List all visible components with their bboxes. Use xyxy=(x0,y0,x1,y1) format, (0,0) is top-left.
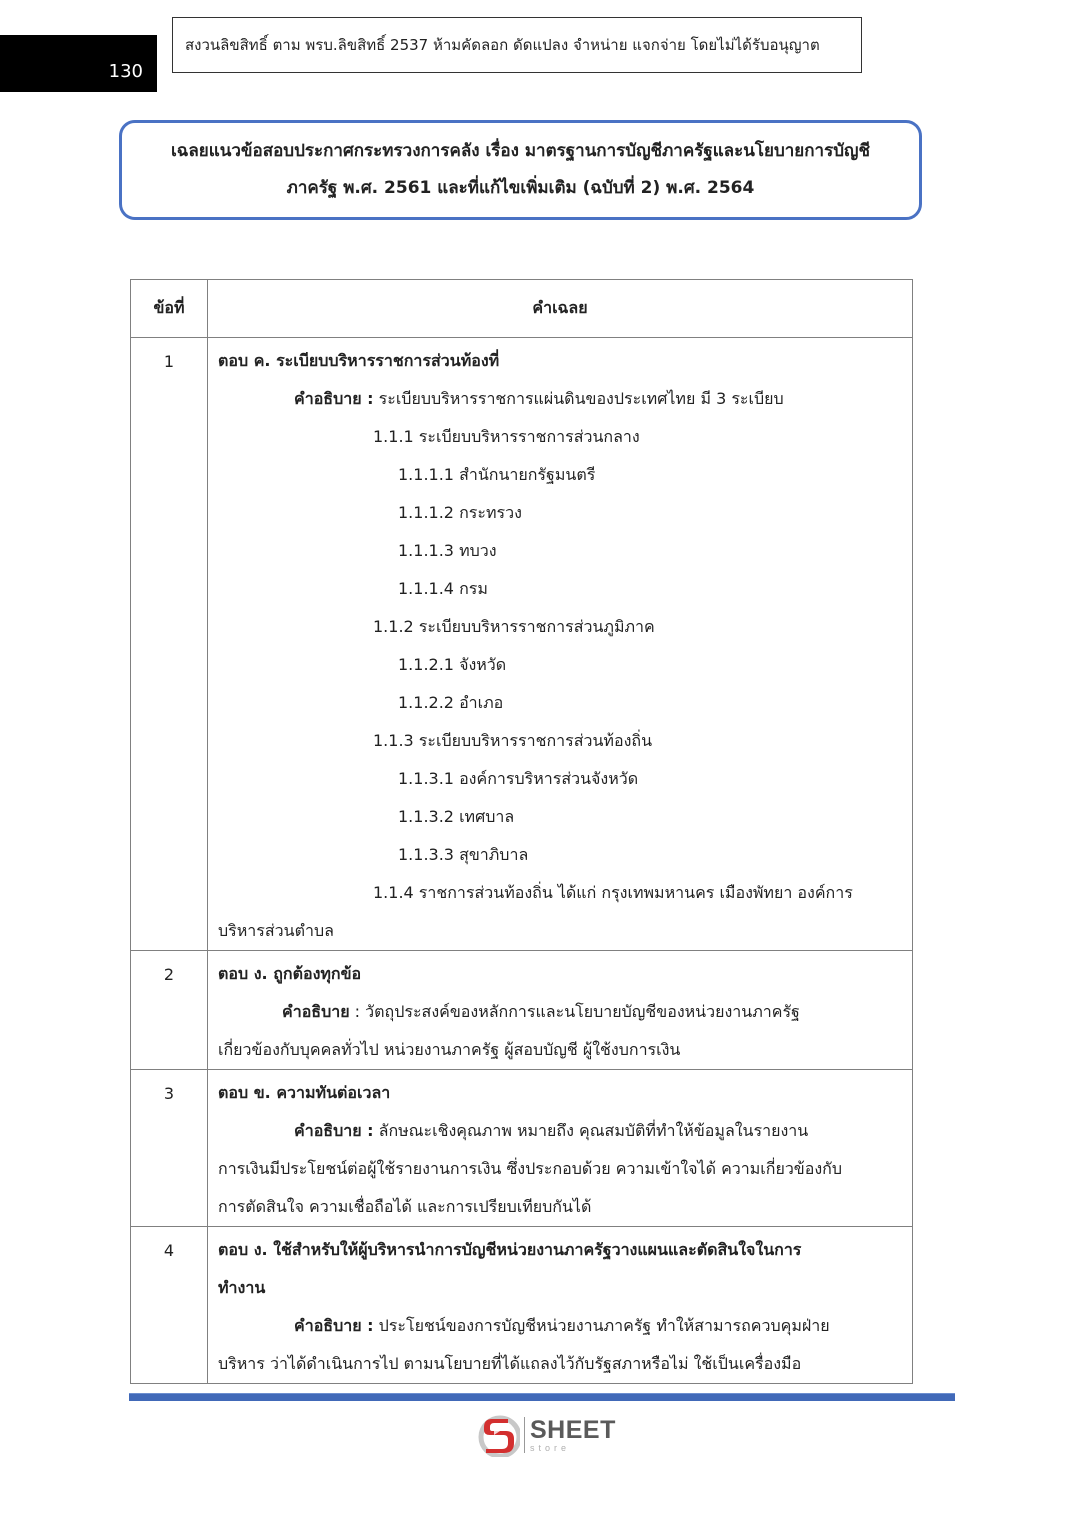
copyright-notice: สงวนลิขสิทธิ์ ตาม พรบ.ลิขสิทธิ์ 2537 ห้ามคัดลอก ดัดแปลง จำหน่าย แจกจ่าย โดยไม่ได้รับอนุญาต xyxy=(185,36,820,54)
list-item: บริหารส่วนตำบล xyxy=(218,921,334,940)
table-row xyxy=(131,1227,913,1384)
question-number: 1 xyxy=(131,338,208,951)
document-title-line-1: เฉลยแนวข้อสอบประกาศกระทรวงการคลัง เรื่อง มาตรฐานการบัญชีภาครัฐและนโยบายการบัญชี xyxy=(170,141,871,161)
explanation-continuation: เกี่ยวข้องกับบุคคลทั่วไป หน่วยงานภาครัฐ ผู้สอบบัญชี ผู้ใช้งบการเงิน xyxy=(218,1040,681,1059)
answer-table xyxy=(130,279,913,1384)
logo-subtext: store xyxy=(530,1442,571,1453)
explanation-continuation: การเงินมีประโยชน์ต่อผู้ใช้รายงานการเงิน ซึ่งประกอบด้วย ความเข้าใจได้ ความเกี่ยวข้องกับ xyxy=(218,1159,843,1178)
answer-text: ตอบ ง. ถูกต้องทุกข้อ xyxy=(218,964,362,983)
document-title-line-2: ภาครัฐ พ.ศ. 2561 และที่แก้ไขเพิ่มเติม (ฉบับที่ 2) พ.ศ. 2564 xyxy=(286,178,755,198)
list-item: 1.1.1 ระเบียบบริหารราชการส่วนกลาง xyxy=(373,427,640,446)
list-item: 1.1.1.3 ทบวง xyxy=(398,541,497,560)
list-item: 1.1.2.2 อำเภอ xyxy=(398,693,504,712)
table-header-row xyxy=(131,280,913,338)
answer-cell xyxy=(208,951,913,1070)
column-header-answer: คำเฉลย xyxy=(208,280,913,338)
list-item: 1.1.2.1 จังหวัด xyxy=(398,655,507,674)
copyright-notice-box xyxy=(172,17,862,73)
page-number: 130 xyxy=(108,61,143,82)
explanation xyxy=(218,993,902,1031)
question-number: 2 xyxy=(131,951,208,1070)
list-item: 1.1.1.1 สำนักนายกรัฐมนตรี xyxy=(398,465,596,484)
answer-cell xyxy=(208,1227,913,1384)
list-item: 1.1.2 ระเบียบบริหารราชการส่วนภูมิภาค xyxy=(373,617,655,636)
logo-text: SHEET xyxy=(530,1415,616,1444)
list-item: 1.1.3.1 องค์การบริหารส่วนจังหวัด xyxy=(398,769,639,788)
logo-divider xyxy=(524,1417,525,1453)
answer-cell xyxy=(208,1070,913,1227)
explanation-text: : วัตถุประสงค์ของหลักการและนโยบายบัญชีของหน่วยงานภาครัฐ xyxy=(349,1002,800,1021)
page-number-block xyxy=(0,35,157,92)
explanation-text: ระเบียบบริหารราชการแผ่นดินของประเทศไทย มี 3 ระเบียบ xyxy=(373,389,784,408)
explanation-label: คำอธิบาย : xyxy=(294,1316,374,1335)
explanation xyxy=(218,1307,902,1345)
explanation-label: คำอธิบาย xyxy=(282,1002,350,1021)
column-header-no: ข้อที่ xyxy=(131,280,208,338)
list-item: 1.1.4 ราชการส่วนท้องถิ่น ได้แก่ กรุงเทพมหานคร เมืองพัทยา องค์การ xyxy=(373,883,853,902)
logo-wordmark xyxy=(530,1415,616,1453)
explanation-continuation: บริหาร ว่าได้ดำเนินการไป ตามนโยบายที่ได้แถลงไว้กับรัฐสภาหรือไม่ ใช้เป็นเครื่องมือ xyxy=(218,1354,802,1373)
list-item: 1.1.3 ระเบียบบริหารราชการส่วนท้องถิ่น xyxy=(373,731,652,750)
question-number: 4 xyxy=(131,1227,208,1384)
table-row xyxy=(131,338,913,951)
list-item: 1.1.3.3 สุขาภิบาล xyxy=(398,845,529,864)
answer-text: ตอบ ค. ระเบียบบริหารราชการส่วนท้องที่ xyxy=(218,351,500,370)
answer-text: ตอบ ง. ใช้สำหรับให้ผู้บริหารนำการบัญชีหน่วยงานภาครัฐวางแผนและตัดสินใจในการ xyxy=(218,1240,802,1259)
sheet-store-logo-icon xyxy=(478,1413,520,1457)
footer-bar xyxy=(129,1393,955,1401)
list-item: 1.1.1.2 กระทรวง xyxy=(398,503,522,522)
document-title-box xyxy=(119,120,922,220)
explanation-text: ลักษณะเชิงคุณภาพ หมายถึง คุณสมบัติที่ทำให้ข้อมูลในรายงาน xyxy=(373,1121,809,1140)
list-item: 1.1.1.4 กรม xyxy=(398,579,488,598)
explanation-label: คำอธิบาย : xyxy=(294,1121,374,1140)
answer-text: ตอบ ข. ความทันต่อเวลา xyxy=(218,1083,391,1102)
explanation-text: ประโยชน์ของการบัญชีหน่วยงานภาครัฐ ทำให้สามารถควบคุมฝ่าย xyxy=(373,1316,830,1335)
answer-cell xyxy=(208,338,913,951)
explanation xyxy=(218,1112,902,1150)
explanation xyxy=(218,380,902,418)
table-row xyxy=(131,1070,913,1227)
list-item: 1.1.3.2 เทศบาล xyxy=(398,807,515,826)
explanation-continuation: การตัดสินใจ ความเชื่อถือได้ และการเปรียบเทียบกันได้ xyxy=(218,1197,592,1216)
explanation-label: คำอธิบาย : xyxy=(294,389,374,408)
table-row xyxy=(131,951,913,1070)
sheet-store-logo xyxy=(478,1412,616,1458)
question-number: 3 xyxy=(131,1070,208,1227)
answer-text-continuation: ทำงาน xyxy=(218,1278,266,1297)
